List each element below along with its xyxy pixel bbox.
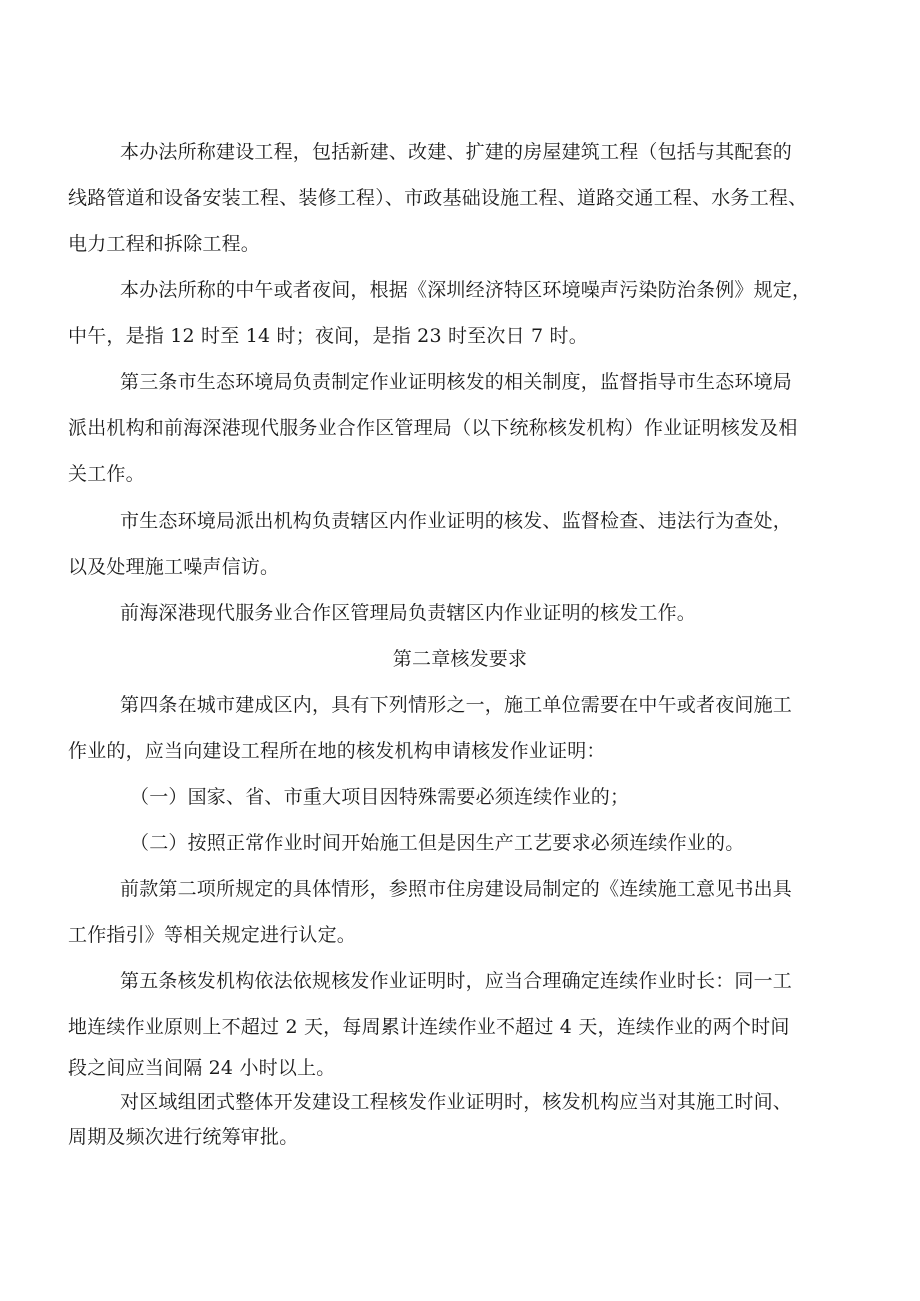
paragraph-7-line-1: 前款第二项所规定的具体情形，参照市住房建设局制定的《连续施工意见书出具	[120, 878, 793, 900]
paragraph-6-line-1: 第四条在城市建成区内，具有下列情形之一，施工单位需要在中午或者夜间施工	[120, 694, 793, 716]
list-item-2: （二）按照正常作业时间开始施工但是因生产工艺要求必须连续作业的。	[130, 832, 745, 854]
paragraph-3-line-1: 第三条市生态环境局负责制定作业证明核发的相关制度，监督指导市生态环境局	[120, 371, 793, 393]
paragraph-6-line-2: 作业的，应当向建设工程所在地的核发机构申请核发作业证明：	[68, 740, 606, 762]
paragraph-2-line-2: 中午，是指 12 时至 14 时；夜间，是指 23 时至次日 7 时。	[68, 325, 588, 347]
paragraph-8-line-1: 第五条核发机构依法依规核发作业证明时，应当合理确定连续作业时长：同一工	[120, 970, 793, 992]
paragraph-9-line-2: 周期及频次进行统筹审批。	[68, 1126, 299, 1148]
paragraph-8-line-3: 段之间应当间隔 24 小时以上。	[68, 1057, 336, 1079]
chapter-heading: 第二章核发要求	[392, 648, 528, 670]
paragraph-9-line-1: 对区域组团式整体开发建设工程核发作业证明时，核发机构应当对其施工时间、	[120, 1091, 793, 1113]
paragraph-3-line-2: 派出机构和前海深港现代服务业合作区管理局（以下统称核发机构）作业证明核发及相	[68, 417, 798, 439]
paragraph-8-line-2: 地连续作业原则上不超过 2 天，每周累计连续作业不超过 4 天，连续作业的两个时间	[68, 1016, 790, 1038]
paragraph-1-line-2: 线路管道和设备安装工程、装修工程）、市政基础设施工程、道路交通工程、水务工程、	[68, 187, 808, 209]
paragraph-4-line-2: 以及处理施工噪声信访。	[68, 556, 280, 578]
paragraph-5-line-1: 前海深港现代服务业合作区管理局负责辖区内作业证明的核发工作。	[120, 602, 697, 624]
paragraph-1-line-1: 本办法所称建设工程，包括新建、改建、扩建的房屋建筑工程（包括与其配套的	[120, 141, 793, 163]
paragraph-4-line-1: 市生态环境局派出机构负责辖区内作业证明的核发、监督检查、违法行为查处，	[120, 510, 793, 532]
list-item-1: （一）国家、省、市重大项目因特殊需要必须连续作业的；	[130, 786, 630, 808]
paragraph-1-line-3: 电力工程和拆除工程。	[68, 233, 261, 255]
paragraph-2-line-1: 本办法所称的中午或者夜间，根据《深圳经济特区环境噪声污染防治条例》规定，	[120, 279, 812, 301]
paragraph-7-line-2: 工作指引》等相关规定进行认定。	[68, 924, 357, 946]
paragraph-3-line-3: 关工作。	[68, 463, 145, 485]
